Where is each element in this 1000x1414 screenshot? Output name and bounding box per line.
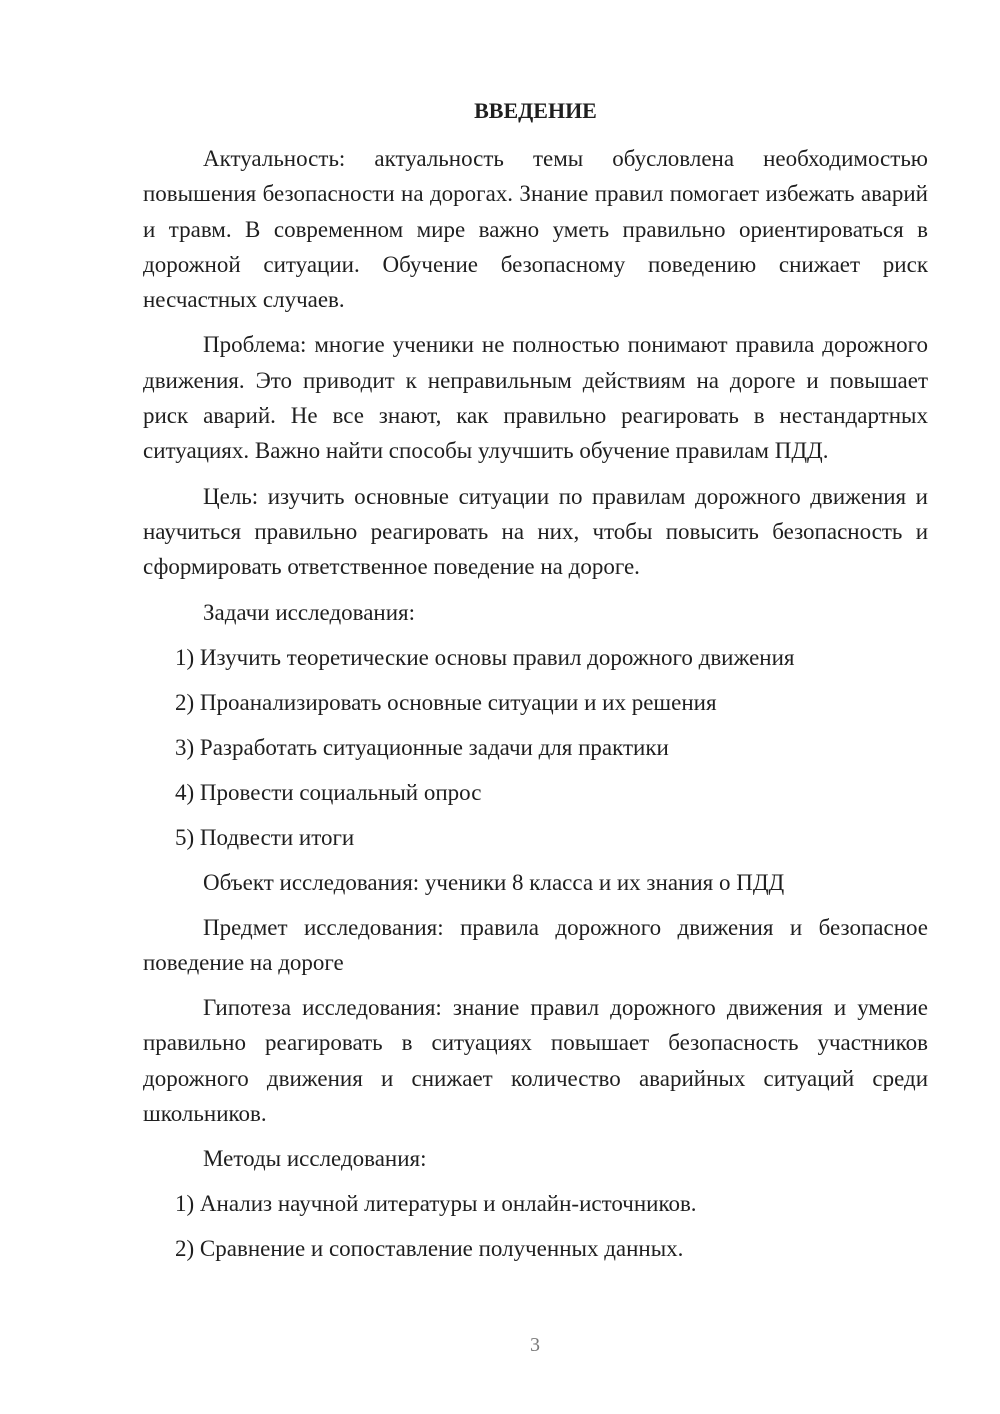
task-item-5: 5) Подвести итоги [175, 824, 355, 850]
research-object: Объект исследования: ученики 8 класса и их знания о ПДД [203, 869, 785, 895]
page-content [143, 96, 928, 1276]
tasks-list [143, 640, 928, 855]
methods-list [143, 1186, 928, 1266]
page-title: ВВЕДЕНИЕ [474, 98, 597, 123]
methods-heading: Методы исследования: [203, 1146, 427, 1172]
page-number: 3 [530, 1334, 540, 1356]
relevance-paragraph: Актуальность: актуальность темы обусловлена необходимостью повышения безопасности на дорогах. Знание правил помогает избежать аварий и травм. В современном мире важно уметь правильно ориентироваться в дорожной ситуации. Обучение безопасному поведению снижает риск несчастных случаев. [143, 146, 928, 313]
problem-paragraph: Проблема: многие ученики не полностью понимают правила дорожного движения. Это приводит к неправильным действиям на дороге и повышает риск аварий. Не все знают, как правильно реагировать в нестандартных ситуациях. Важно найти способы улучшить обучение правилам ПДД. [143, 332, 928, 464]
tasks-heading: Задачи исследования: [203, 599, 416, 625]
research-hypothesis: Гипотеза исследования: знание правил дорожного движения и умение правильно реагировать в ситуациях повышает безопасность участников дорожного движения и снижает количество аварийных ситуаций среди школьников. [143, 995, 928, 1127]
task-item-4: 4) Провести социальный опрос [175, 779, 482, 805]
task-item-1: 1) Изучить теоретические основы правил дорожного движения [175, 644, 795, 670]
goal-paragraph: Цель: изучить основные ситуации по правилам дорожного движения и научиться правильно реагировать на них, чтобы повысить безопасность и сформировать ответственное поведение на дороге. [143, 483, 928, 580]
method-item-1: 1) Анализ научной литературы и онлайн-источников. [175, 1191, 697, 1217]
method-item-2: 2) Сравнение и сопоставление полученных данных. [175, 1236, 684, 1262]
task-item-3: 3) Разработать ситуационные задачи для практики [175, 734, 669, 760]
task-item-2: 2) Проанализировать основные ситуации и их решения [175, 689, 717, 715]
research-subject: Предмет исследования: правила дорожного движения и безопасное поведение на дороге [143, 914, 928, 975]
